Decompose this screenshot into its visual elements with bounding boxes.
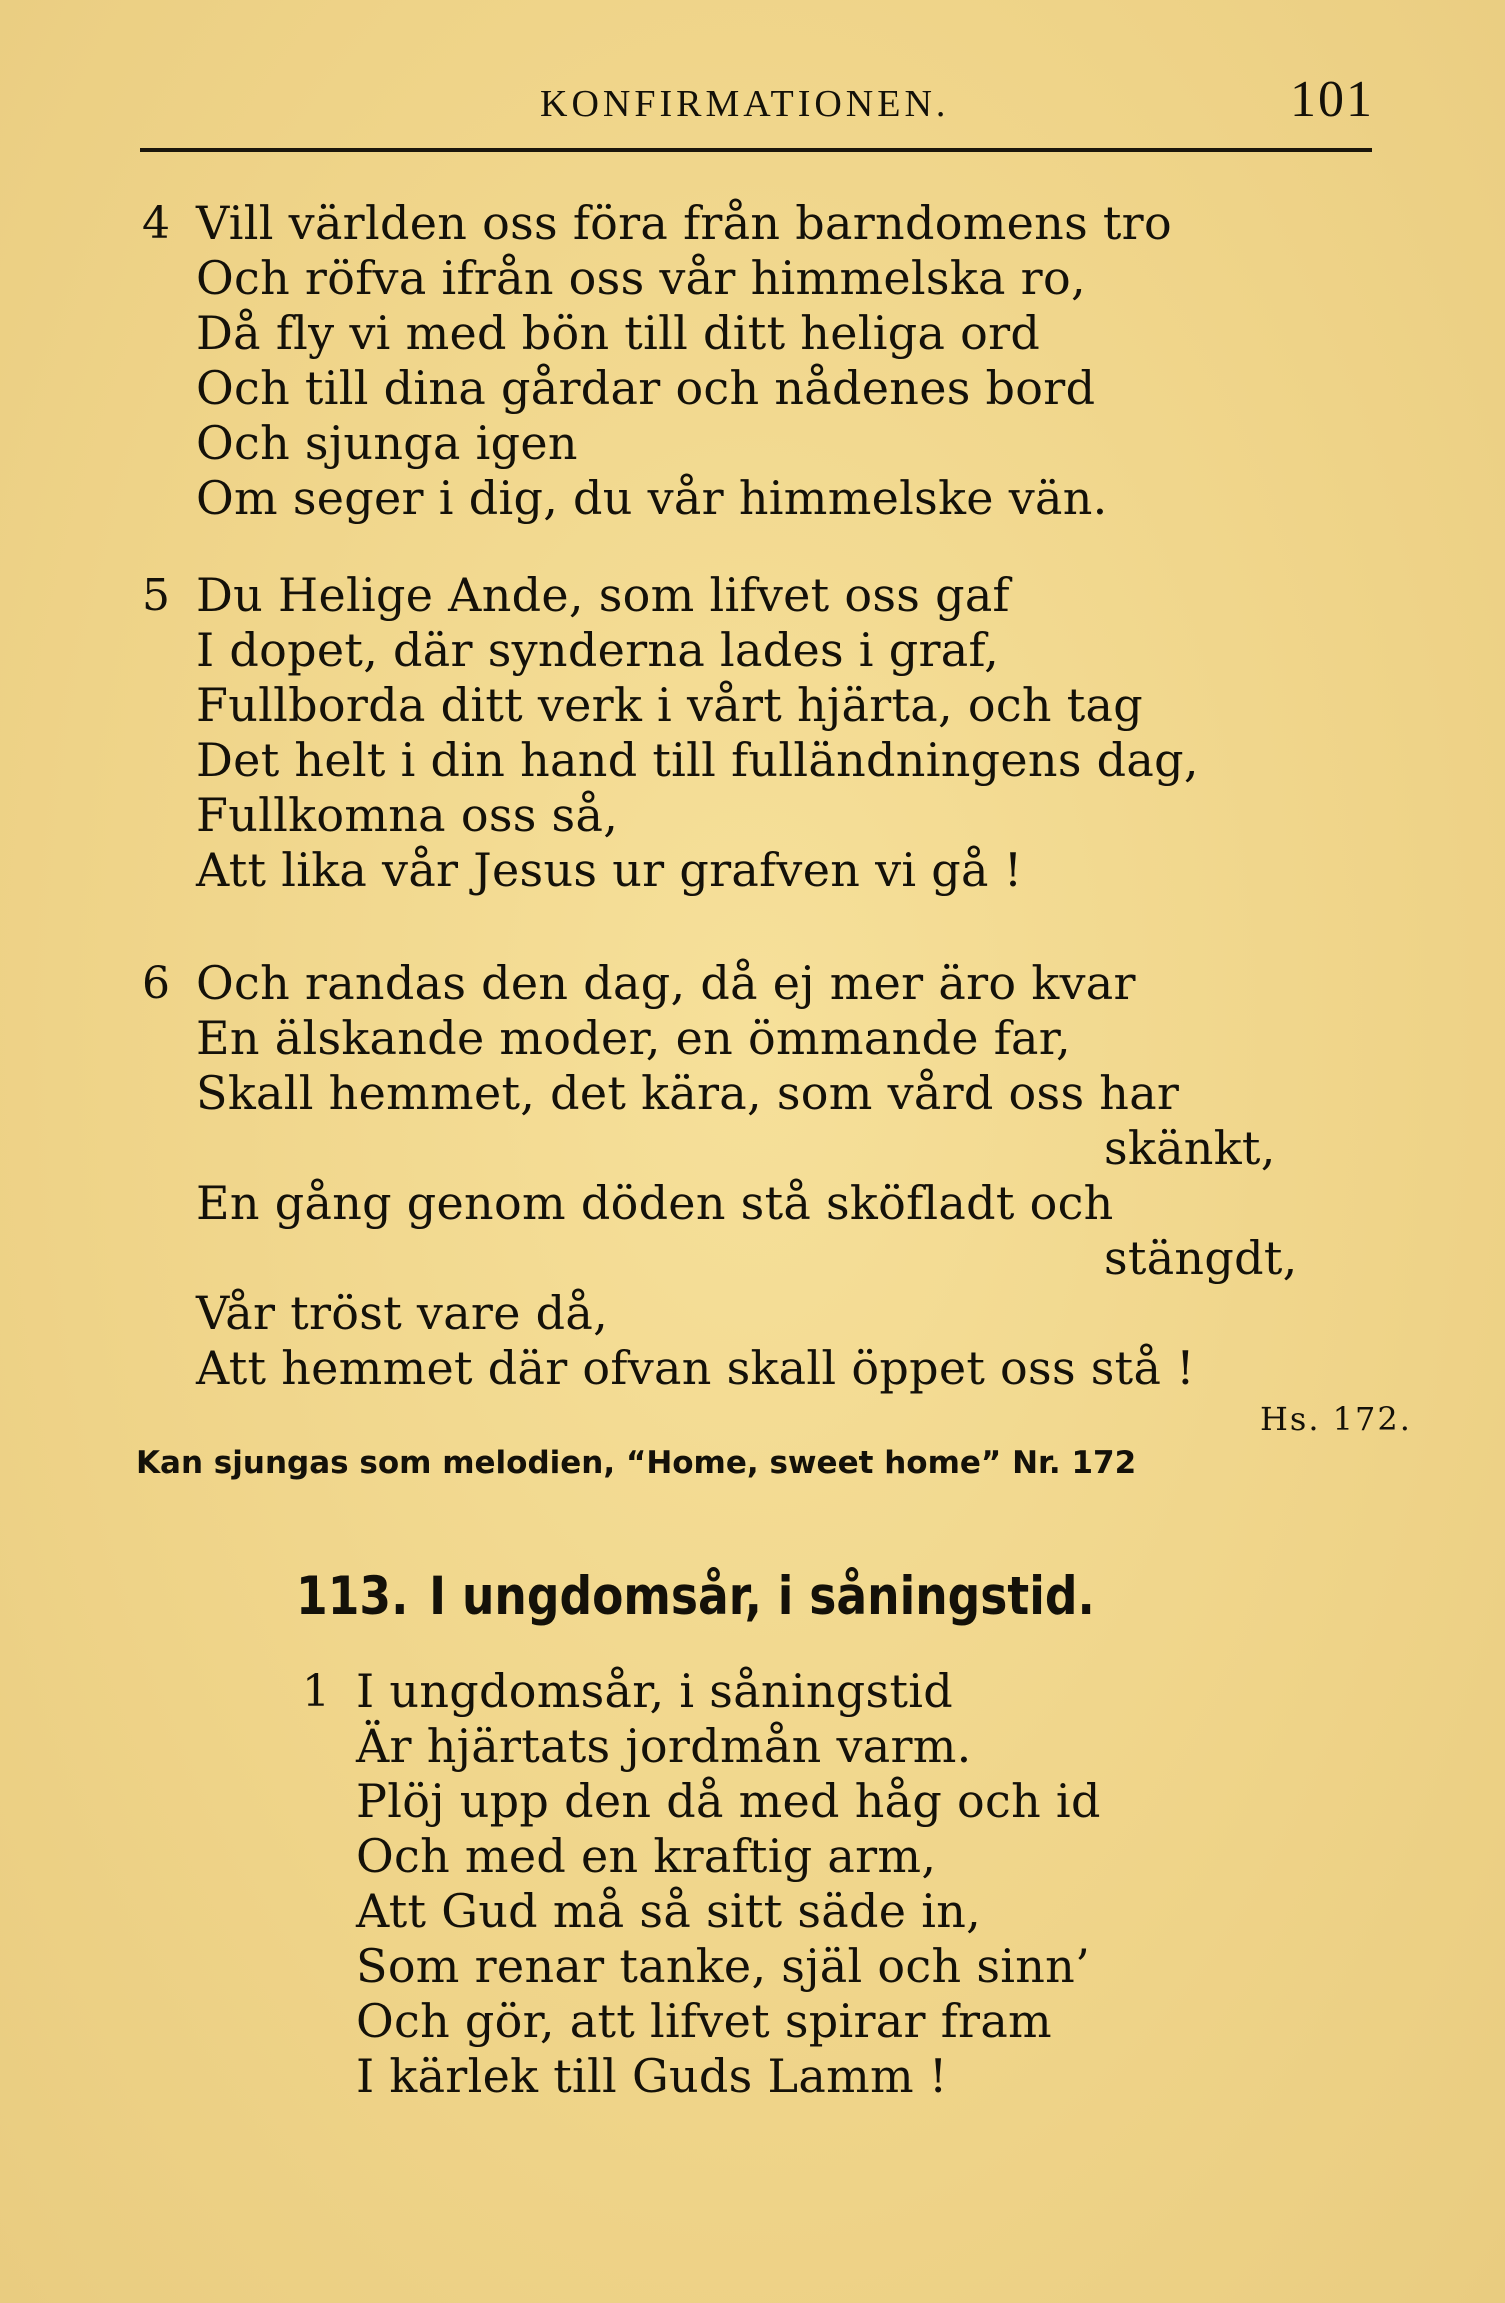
verse-line: I dopet, där synderna lades i graf, xyxy=(196,623,1000,677)
verse-number: 6 xyxy=(142,958,170,1009)
verse-line: En gång genom döden stå sköfladt och xyxy=(196,1176,1114,1230)
running-header: KONFIRMATIONEN. xyxy=(540,83,950,125)
verse-line: Plöj upp den då med håg och id xyxy=(356,1774,1101,1828)
melody-note: Kan sjungas som melodien, “Home, sweet home” Nr. 172 xyxy=(136,1445,1137,1481)
verse-number: 5 xyxy=(142,570,170,621)
verse-line: En älskande moder, en ömmande far, xyxy=(196,1011,1071,1065)
verse-line: Att hemmet där ofvan skall öppet oss stå ! xyxy=(196,1341,1195,1395)
verse-line: Då fly vi med bön till ditt heliga ord xyxy=(196,306,1041,360)
hymn-heading xyxy=(296,1565,1095,1629)
verse-number: 1 xyxy=(302,1666,330,1717)
verse-line-continuation: skänkt, xyxy=(1104,1121,1276,1175)
verse-line-continuation: stängdt, xyxy=(1104,1231,1298,1285)
verse-line: Fullborda ditt verk i vårt hjärta, och tag xyxy=(196,678,1143,732)
verse-line: I ungdomsår, i såningstid xyxy=(356,1664,953,1718)
verse-line: Att Gud må så sitt säde in, xyxy=(356,1884,982,1938)
page-number: 101 xyxy=(1290,71,1374,128)
hymn-reference: Hs. 172. xyxy=(1260,1400,1412,1438)
verse-line: Och med en kraftig arm, xyxy=(356,1829,937,1883)
hymn-title: I ungdomsår, i såningstid. xyxy=(429,1566,1095,1627)
verse-line: Om seger i dig, du vår himmelske vän. xyxy=(196,471,1108,525)
verse-line: Och sjunga igen xyxy=(196,416,578,470)
hymn-number: 113. xyxy=(296,1566,409,1627)
verse-line: Och röfva ifrån oss vår himmelska ro, xyxy=(196,251,1086,305)
verse-line: Att lika vår Jesus ur grafven vi gå ! xyxy=(196,843,1023,897)
verse-line: Och till dina gårdar och nådenes bord xyxy=(196,361,1096,415)
verse-line: Och gör, att lifvet spirar fram xyxy=(356,1994,1052,2048)
verse-number: 4 xyxy=(142,198,170,249)
verse-line: Och randas den dag, då ej mer äro kvar xyxy=(196,956,1136,1010)
verse-line: Vill världen oss föra från barndomens tro xyxy=(196,196,1172,250)
verse-line: Du Helige Ande, som lifvet oss gaf xyxy=(196,568,1010,622)
verse-line: Skall hemmet, det kära, som vård oss har xyxy=(196,1066,1180,1120)
verse-line: Fullkomna oss så, xyxy=(196,788,619,842)
header-rule xyxy=(140,148,1372,152)
verse-line: I kärlek till Guds Lamm ! xyxy=(356,2049,948,2103)
verse-line: Som renar tanke, själ och sinn’ xyxy=(356,1939,1091,1993)
verse-line: Det helt i din hand till fulländningens dag, xyxy=(196,733,1199,787)
verse-line: Vår tröst vare då, xyxy=(196,1286,609,1340)
verse-line: Är hjärtats jordmån varm. xyxy=(356,1719,972,1773)
